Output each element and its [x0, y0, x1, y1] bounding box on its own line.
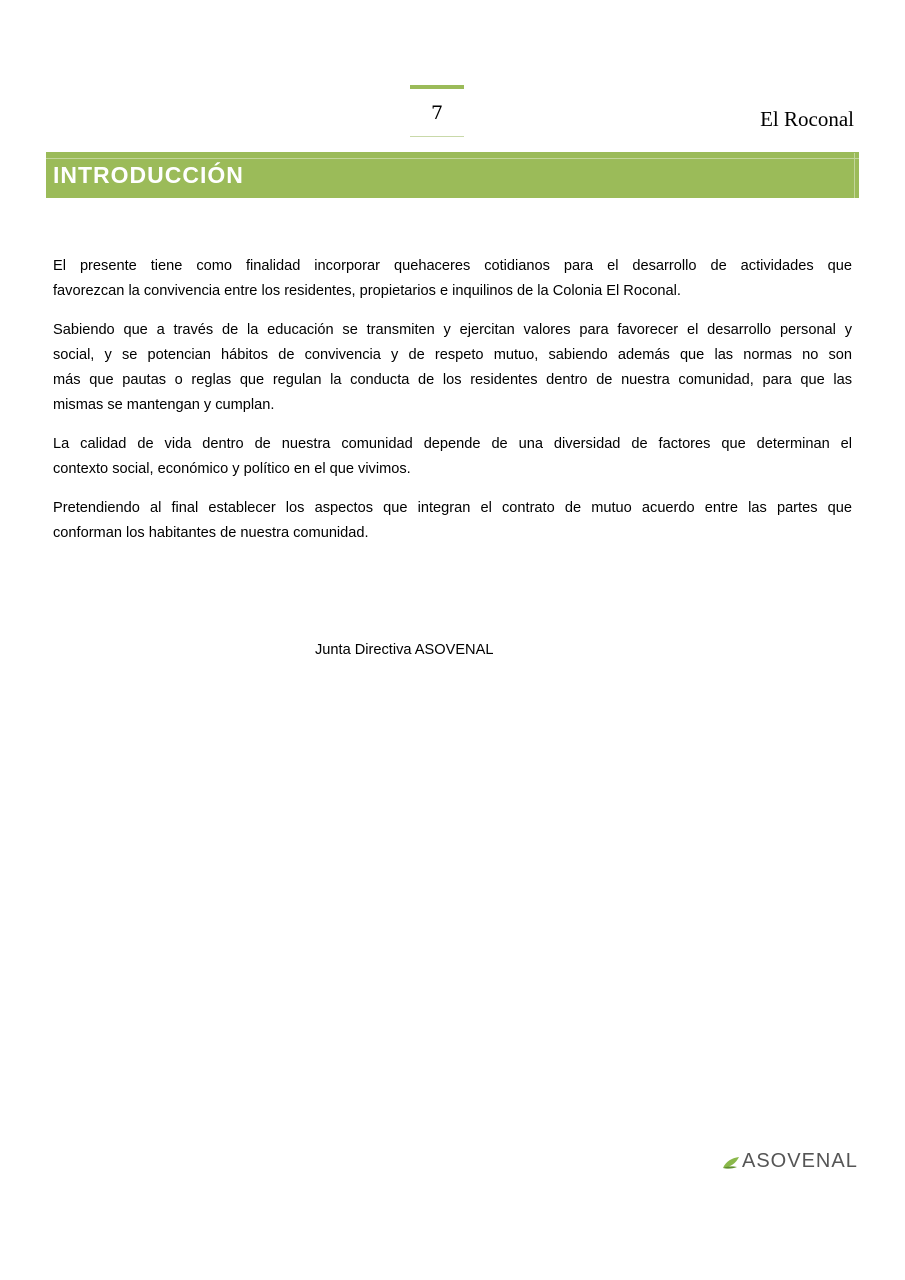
section-heading: INTRODUCCIÓN [53, 162, 244, 188]
text-line: más que pautas o reglas que regulan la conducta de los residentes dentro de nuestra comunidad, para que las [53, 372, 852, 388]
text-line: Pretendiendo al final establecer los aspectos que integran el contrato de mutuo acuerdo entre las partes que [53, 500, 852, 516]
leaf-icon [722, 1155, 740, 1169]
paragraph [53, 496, 852, 546]
paragraph [53, 432, 852, 482]
signature: Junta Directiva ASOVENAL [315, 642, 494, 658]
text-line: La calidad de vida dentro de nuestra comunidad depende de una diversidad de factores que determinan el [53, 436, 852, 452]
section-banner [46, 152, 859, 198]
header-title: El Roconal [760, 107, 854, 131]
page-number-rule-bottom [410, 136, 464, 137]
logo-text: ASOVENAL [742, 1150, 858, 1172]
text-line: Sabiendo que a través de la educación se transmiten y ejercitan valores para favorecer el desarrollo personal y [53, 322, 852, 338]
paragraph [53, 254, 852, 304]
text-line: contexto social, económico y político en el que vivimos. [53, 461, 411, 477]
text-line: favorezcan la convivencia entre los residentes, propietarios e inquilinos de la Colonia El Roconal. [53, 283, 681, 299]
page-number-rule-top [410, 85, 464, 89]
footer-logo [722, 1150, 858, 1173]
text-line: mismas se mantengan y cumplan. [53, 397, 275, 413]
body-text [53, 254, 852, 560]
text-line: El presente tiene como finalidad incorporar quehaceres cotidianos para el desarrollo de actividades que [53, 258, 852, 274]
text-line: conforman los habitantes de nuestra comunidad. [53, 525, 369, 541]
paragraph [53, 318, 852, 418]
page-number: 7 [430, 102, 444, 124]
text-line: social, y se potencian hábitos de convivencia y de respeto mutuo, sabiendo además que las normas no son [53, 347, 852, 363]
